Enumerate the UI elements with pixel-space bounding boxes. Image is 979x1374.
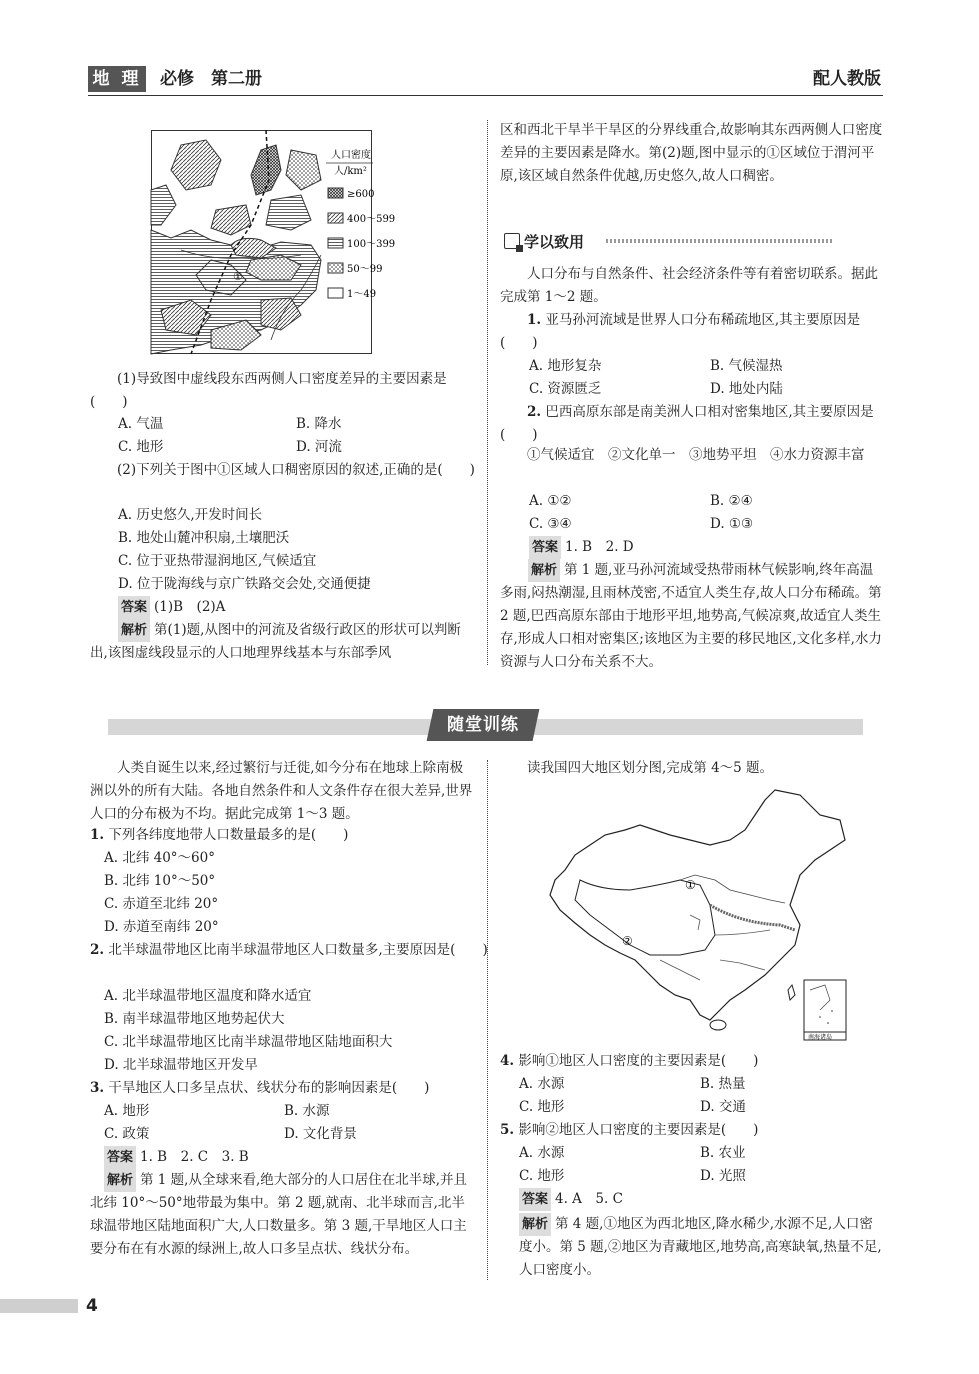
right-analysis-continued: 区和西北干旱半干旱区的分界线重合,故影响其东西两侧人口密度差异的主要因素是降水。第(2)题,图中显示的①区域位于渭河平原,该区域自然条件优越,历史悠久,故人口稠密。 (500, 122, 883, 184)
br-q5-opt-a: A. 水源 (519, 1145, 565, 1161)
bl-q3 (90, 1077, 475, 1100)
analysis-text: 第 4 题,①地区为西北地区,降水稀少,水源不足,人口密度小。第 5 题,②地区为青藏地区,地势高,高寒缺氧,热量不足,人口密度小。 (519, 1216, 882, 1278)
bl-intro: 人类自诞生以来,经过繁衍与迁徙,如今分布在地球上除南极洲以外的所有大陆。各地自然条件和人文条件存在很大差异,世界人口的分布极为不均。据此完成第 1～3 题。 (90, 760, 473, 822)
inset-label: 南海诸岛 (808, 1034, 833, 1041)
left-q2-opt-d: D. 位于陇海线与京广铁路交会处,交通便捷 (118, 576, 371, 592)
analysis-label: 解析 (118, 619, 150, 642)
bl-q1-opt-c: C. 赤道至北纬 20° (104, 896, 219, 912)
br-q5-opt-c: C. 地形 (519, 1168, 565, 1184)
section-title: 学以致用 (524, 233, 585, 251)
legend-title: 人口密度 (331, 150, 371, 161)
bl-q1-opt-d: D. 赤道至南纬 20° (104, 919, 219, 935)
br-q4-opt-b: B. 热量 (700, 1076, 746, 1092)
left-q2-opt-c: C. 位于亚热带湿润地区,气候适宜 (118, 553, 317, 569)
analysis-label: 解析 (519, 1213, 551, 1236)
legend-item-4: 50～99 (347, 264, 383, 275)
bl-q1 (90, 824, 475, 847)
right-intro: 人口分布与自然条件、社会经济条件等有着密切联系。据此完成第 1～2 题。 (500, 266, 878, 305)
bl-q3-opt-d: D. 文化背景 (284, 1126, 357, 1142)
right-q1-opt-d: D. 地处内陆 (710, 381, 783, 397)
br-intro: 读我国四大地区划分图,完成第 4～5 题。 (527, 760, 774, 776)
region-2-label: ② (622, 934, 633, 948)
q5-stem: 影响②地区人口密度的主要因素是( ) (518, 1122, 759, 1138)
br-q4-opt-d: D. 交通 (700, 1099, 746, 1115)
br-analysis (519, 1213, 885, 1282)
right-q2 (500, 401, 885, 447)
bl-q2 (90, 939, 491, 962)
right-answer (529, 536, 634, 559)
right-q2-opt-b: B. ②④ (710, 493, 753, 509)
br-answer (519, 1188, 623, 1211)
right-analysis (500, 559, 885, 674)
q2-stem: 巴西高原东部是南美洲人口相对密集地区,其主要原因是( ) (500, 404, 874, 443)
analysis-label: 解析 (528, 559, 560, 582)
left-q2-opt-a: A. 历史悠久,开发时间长 (118, 507, 263, 523)
right-q2-opt-d: D. ①③ (710, 516, 754, 532)
right-q1-opt-c: C. 资源匮乏 (529, 381, 602, 397)
footer-bar (0, 1299, 78, 1313)
analysis-text: 第 1 题,亚马孙河流域受热带雨林气候影响,终年高温多雨,闷热潮湿,且雨林茂密,不适宜人类生存,故人口分布稀疏。第 2 题,巴西高原东部由于地形平坦,地势高,气候凉爽,故适宜人类生存,形成人口相对密集区;该地区为主要的移民地区,文化多样,水力资源与人口分布关系不大。 (500, 562, 882, 670)
bl-q2-opt-a: A. 北半球温带地区温度和降水适宜 (104, 988, 312, 1004)
br-q4 (500, 1050, 885, 1073)
section-icon (504, 233, 520, 249)
bl-q2-opt-c: C. 北半球温带地区比南半球温带地区陆地面积大 (104, 1034, 393, 1050)
br-q5-opt-d: D. 光照 (700, 1168, 746, 1184)
section-tab-suitang (427, 709, 540, 741)
answer-label: 答案 (104, 1146, 136, 1169)
q2-number: 2. (90, 942, 105, 958)
q1-stem: 亚马孙河流域是世界人口分布稀疏地区,其主要原因是( ) (500, 312, 861, 351)
left-answer (118, 596, 225, 619)
left-q1-opt-d: D. 河流 (296, 439, 342, 455)
legend-item-5: 1～49 (347, 289, 377, 300)
answer-text: 4. A 5. C (555, 1191, 623, 1207)
legend-item-3: 100～399 (347, 239, 396, 250)
column-divider-bottom (487, 760, 488, 1280)
section-heading-xueyizhiyong (504, 231, 584, 252)
left-analysis (90, 619, 475, 665)
analysis-label: 解析 (104, 1169, 136, 1192)
bl-q1-opt-a: A. 北纬 40°～60° (104, 850, 215, 866)
right-q1 (500, 309, 885, 355)
bl-answer (104, 1146, 249, 1169)
region-1-label: ① (685, 878, 696, 892)
q4-number: 4. (500, 1053, 515, 1069)
left-q1-opt-c: C. 地形 (118, 439, 164, 455)
br-q4-opt-a: A. 水源 (519, 1076, 565, 1092)
section-rule (606, 239, 834, 243)
q5-number: 5. (500, 1122, 515, 1138)
q4-stem: 影响①地区人口密度的主要因素是( ) (518, 1053, 759, 1069)
answer-label: 答案 (529, 536, 561, 559)
bl-q3-opt-a: A. 地形 (104, 1103, 150, 1119)
answer-text: 1. B 2. C 3. B (140, 1149, 249, 1165)
edition-label: 配人教版 (813, 69, 881, 89)
right-q2-opt-a: A. ①② (529, 493, 572, 509)
answer-label: 答案 (118, 596, 150, 619)
left-q1-stem: (1)导致图中虚线段东西两侧人口密度差异的主要因素是( ) (90, 371, 447, 410)
legend-unit: 人/km² (334, 166, 367, 177)
br-q5-opt-b: B. 农业 (700, 1145, 746, 1161)
right-q2-items: ①气候适宜 ②文化单一 ③地势平坦 ④水力资源丰富 (527, 447, 865, 463)
bl-q3-opt-c: C. 政策 (104, 1126, 150, 1142)
q2-stem: 北半球温带地区比南半球温带地区人口数量多,主要原因是( ) (108, 942, 488, 958)
answer-text: 1. B 2. D (565, 539, 634, 555)
column-divider-top (487, 120, 488, 665)
right-q2-opt-c: C. ③④ (529, 516, 572, 532)
q3-number: 3. (90, 1080, 105, 1096)
bl-q2-opt-d: D. 北半球温带地区开发早 (104, 1057, 258, 1073)
bl-q2-opt-b: B. 南半球温带地区地势起伏大 (104, 1011, 285, 1027)
china-regions-map (540, 785, 852, 1045)
analysis-text: 第(1)题,从图中的河流及省级行政区的形状可以判断出,该图虚线段显示的人口地理界线基本与东部季风 (90, 622, 461, 661)
bl-q3-opt-b: B. 水源 (284, 1103, 330, 1119)
br-q4-opt-c: C. 地形 (519, 1099, 565, 1115)
page-number: 4 (86, 1296, 98, 1316)
header-rule (88, 95, 883, 96)
bl-q1-opt-b: B. 北纬 10°～50° (104, 873, 216, 889)
left-q1-opt-b: B. 降水 (296, 416, 342, 432)
right-q1-opt-b: B. 气候湿热 (710, 358, 783, 374)
map1-marker: ① (233, 270, 243, 283)
subject-tag: 地 理 (88, 66, 146, 92)
q1-number: 1. (90, 827, 105, 843)
population-density-map (151, 130, 396, 354)
legend-item-1: ≥600 (347, 189, 375, 200)
bl-analysis (90, 1169, 475, 1261)
right-q1-opt-a: A. 地形复杂 (529, 358, 602, 374)
legend-item-2: 400～599 (347, 214, 396, 225)
q2-number: 2. (527, 404, 542, 420)
left-q2-opt-b: B. 地处山麓冲积扇,土壤肥沃 (118, 530, 290, 546)
br-q5 (500, 1119, 885, 1142)
left-q1-opt-a: A. 气温 (118, 416, 164, 432)
left-q2-stem: (2)下列关于图中①区域人口稠密原因的叙述,正确的是( ) (117, 462, 475, 478)
q1-stem: 下列各纬度地带人口数量最多的是( ) (108, 827, 349, 843)
q1-number: 1. (527, 312, 542, 328)
answer-label: 答案 (519, 1188, 551, 1211)
book-title: 必修 第二册 (160, 69, 262, 89)
analysis-text: 第 1 题,从全球来看,绝大部分的人口居住在北半球,并且北纬 10°～50°地带最为集中。第 2 题,就南、北半球而言,北半球温带地区陆地面积广大,人口数量多。第 3 题,干旱地区人口主要分布在有水源的绿洲上,故人口多呈点状、线状分布。 (90, 1172, 468, 1257)
section2-title: 随堂训练 (447, 715, 519, 735)
q3-stem: 干旱地区人口多呈点状、线状分布的影响因素是( ) (108, 1080, 430, 1096)
answer-text: (1)B (2)A (154, 599, 226, 615)
